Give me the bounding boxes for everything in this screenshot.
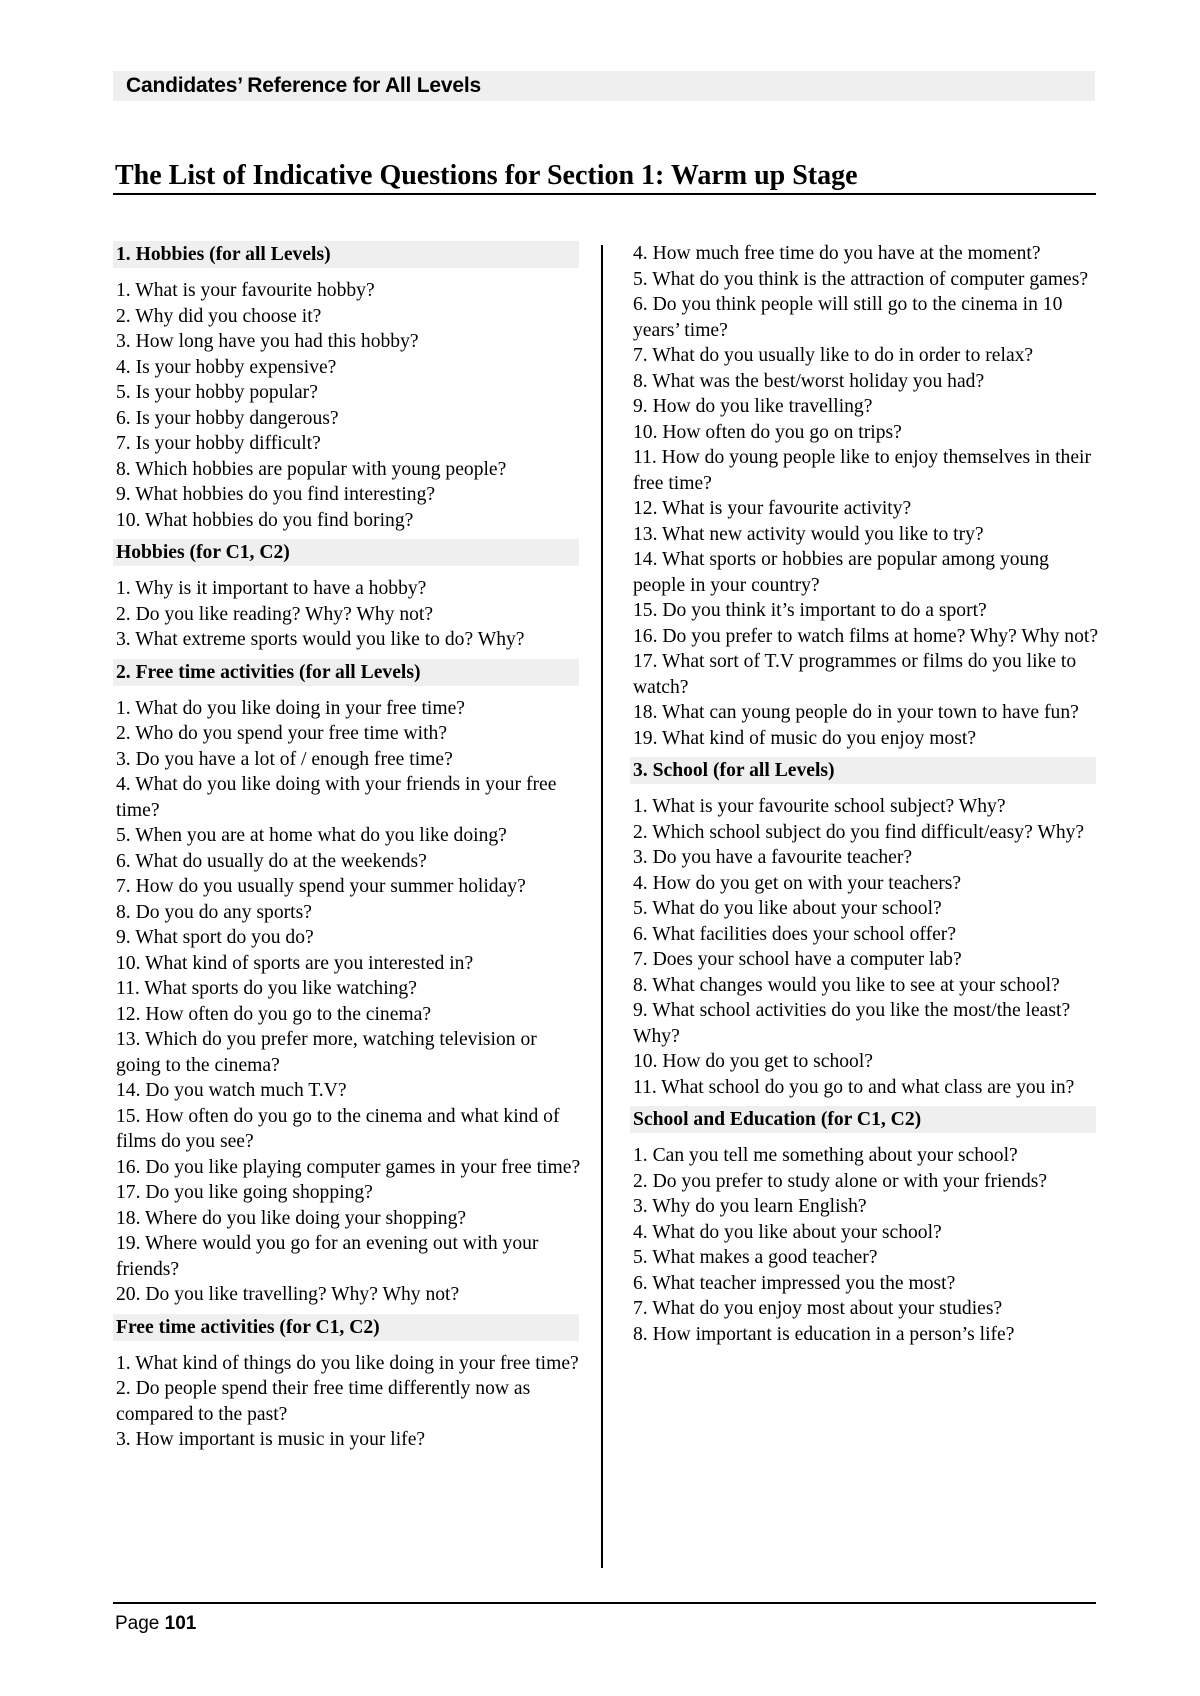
question-item: 8. Do you do any sports? — [116, 901, 312, 923]
question-item: 4. What do you like doing with your friends in your free time? — [116, 774, 557, 821]
question-item: 1. What is your favourite school subject? Why? — [633, 796, 1006, 817]
footer-rule — [113, 1602, 1096, 1604]
question-item: 6. Is your hobby dangerous? — [116, 407, 339, 429]
page-number: 101 — [164, 1613, 197, 1634]
question-item: 7. What do you enjoy most about your studies? — [633, 1298, 1003, 1319]
question-item: 3. Do you have a lot of / enough free time? — [116, 748, 453, 770]
question-item: 2. Why did you choose it? — [116, 305, 322, 327]
question-item: 15. How often do you go to the cinema and what kind of films do you see? — [116, 1105, 560, 1152]
question-item: 14. Do you watch much T.V? — [116, 1080, 347, 1101]
question-item: 10. What kind of sports are you interested in? — [116, 952, 474, 974]
question-item: 1. What do you like doing in your free time? — [116, 697, 465, 719]
question-item: 11. How do young people like to enjoy themselves in their free time? — [633, 447, 1092, 494]
question-item: 4. What do you like about your school? — [633, 1221, 942, 1243]
question-item: 2. Do people spend their free time differently now as compared to the past? — [116, 1378, 531, 1425]
question-item: 7. How do you usually spend your summer holiday? — [116, 876, 526, 897]
question-item: 2. Which school subject do you find difficult/easy? Why? — [633, 821, 1085, 843]
page-label: Page — [115, 1613, 160, 1634]
question-item: 17. Do you like going shopping? — [116, 1182, 373, 1203]
section-heading: 2. Free time activities (for all Levels) — [113, 659, 579, 686]
question-item: 6. Do you think people will still go to the cinema in 10 years’ time? — [633, 294, 1063, 341]
section-heading: Hobbies (for C1, C2) — [113, 539, 579, 566]
question-item: 8. What was the best/worst holiday you had? — [633, 370, 985, 392]
question-item: 12. What is your favourite activity? — [633, 498, 912, 519]
question-item: 14. What sports or hobbies are popular among young people in your country? — [633, 549, 1049, 596]
question-item: 19. What kind of music do you enjoy most? — [633, 727, 977, 749]
question-item: 16. Do you like playing computer games in your free time? — [116, 1156, 581, 1178]
right-column — [630, 241, 1100, 1347]
question-item: 1. Can you tell me something about your school? — [633, 1145, 1018, 1166]
question-item: 8. How important is education in a person’s life? — [633, 1323, 1015, 1345]
question-item: 10. How often do you go on trips? — [633, 421, 902, 443]
question-item: 8. What changes would you like to see at your school? — [633, 974, 1060, 996]
question-item: 2. Do you like reading? Why? Why not? — [116, 603, 434, 625]
question-item: 3. How long have you had this hobby? — [116, 331, 419, 352]
question-item: 9. What hobbies do you find interesting? — [116, 484, 436, 505]
question-item: 11. What sports do you like watching? — [116, 978, 417, 999]
question-item: 5. What do you think is the attraction of computer games? — [633, 268, 1089, 290]
question-item: 18. What can young people do in your town to have fun? — [633, 702, 1079, 723]
question-item: 15. Do you think it’s important to do a sport? — [633, 600, 987, 621]
question-item: 13. Which do you prefer more, watching television or going to the cinema? — [116, 1029, 537, 1076]
question-item: 4. How much free time do you have at the moment? — [633, 243, 1041, 264]
question-item: 9. What sport do you do? — [116, 927, 314, 948]
question-item: 4. Is your hobby expensive? — [116, 356, 337, 378]
question-item: 7. What do you usually like to do in order to relax? — [633, 345, 1034, 366]
section-heading: 3. School (for all Levels) — [630, 757, 1096, 784]
question-item: 2. Do you prefer to study alone or with your friends? — [633, 1170, 1048, 1192]
question-item: 10. How do you get to school? — [633, 1051, 873, 1072]
question-item: 5. Is your hobby popular? — [116, 382, 318, 403]
question-item: 16. Do you prefer to watch films at home? Why? Why not? — [633, 625, 1099, 647]
question-item: 5. When you are at home what do you like doing? — [116, 825, 507, 846]
question-item: 17. What sort of T.V programmes or films do you like to watch? — [633, 651, 1077, 698]
running-header: Candidates’ Reference for All Levels — [126, 74, 481, 97]
question-item: 12. How often do you go to the cinema? — [116, 1003, 432, 1025]
question-item: 8. Which hobbies are popular with young people? — [116, 458, 507, 480]
question-item: 6. What facilities does your school offer? — [633, 923, 957, 945]
question-item: 3. How important is music in your life? — [116, 1429, 426, 1450]
page-footer — [115, 1613, 196, 1635]
question-item: 2. Who do you spend your free time with? — [116, 723, 448, 744]
question-item: 1. What kind of things do you like doing in your free time? — [116, 1352, 579, 1374]
question-item: 1. Why is it important to have a hobby? — [116, 578, 427, 599]
left-column — [113, 241, 583, 1453]
question-item: 19. Where would you go for an evening out with your friends? — [116, 1233, 539, 1280]
title-underline — [113, 193, 1096, 195]
question-item: 6. What teacher impressed you the most? — [633, 1272, 956, 1294]
question-item: 18. Where do you like doing your shopping? — [116, 1207, 467, 1229]
question-item: 20. Do you like travelling? Why? Why not? — [116, 1284, 460, 1305]
question-item: 5. What do you like about your school? — [633, 898, 942, 919]
question-item: 5. What makes a good teacher? — [633, 1247, 878, 1268]
question-item: 11. What school do you go to and what class are you in? — [633, 1076, 1075, 1098]
question-item: 10. What hobbies do you find boring? — [116, 509, 414, 531]
section-heading: School and Education (for C1, C2) — [630, 1106, 1096, 1133]
section-heading: 1. Hobbies (for all Levels) — [113, 241, 579, 268]
question-item: 7. Is your hobby difficult? — [116, 433, 321, 454]
column-divider — [601, 245, 603, 1568]
question-item: 3. What extreme sports would you like to do? Why? — [116, 629, 525, 650]
question-item: 1. What is your favourite hobby? — [116, 280, 375, 301]
question-item: 3. Why do you learn English? — [633, 1196, 867, 1217]
question-item: 7. Does your school have a computer lab? — [633, 949, 962, 970]
question-item: 6. What do usually do at the weekends? — [116, 850, 427, 872]
section-heading: Free time activities (for C1, C2) — [113, 1314, 579, 1341]
question-item: 4. How do you get on with your teachers? — [633, 872, 962, 894]
question-item: 13. What new activity would you like to try? — [633, 523, 984, 545]
question-item: 9. What school activities do you like the most/the least? Why? — [633, 1000, 1071, 1047]
question-item: 9. How do you like travelling? — [633, 396, 873, 417]
question-item: 3. Do you have a favourite teacher? — [633, 847, 913, 868]
page-title: The List of Indicative Questions for Section 1: Warm up Stage — [115, 160, 858, 191]
